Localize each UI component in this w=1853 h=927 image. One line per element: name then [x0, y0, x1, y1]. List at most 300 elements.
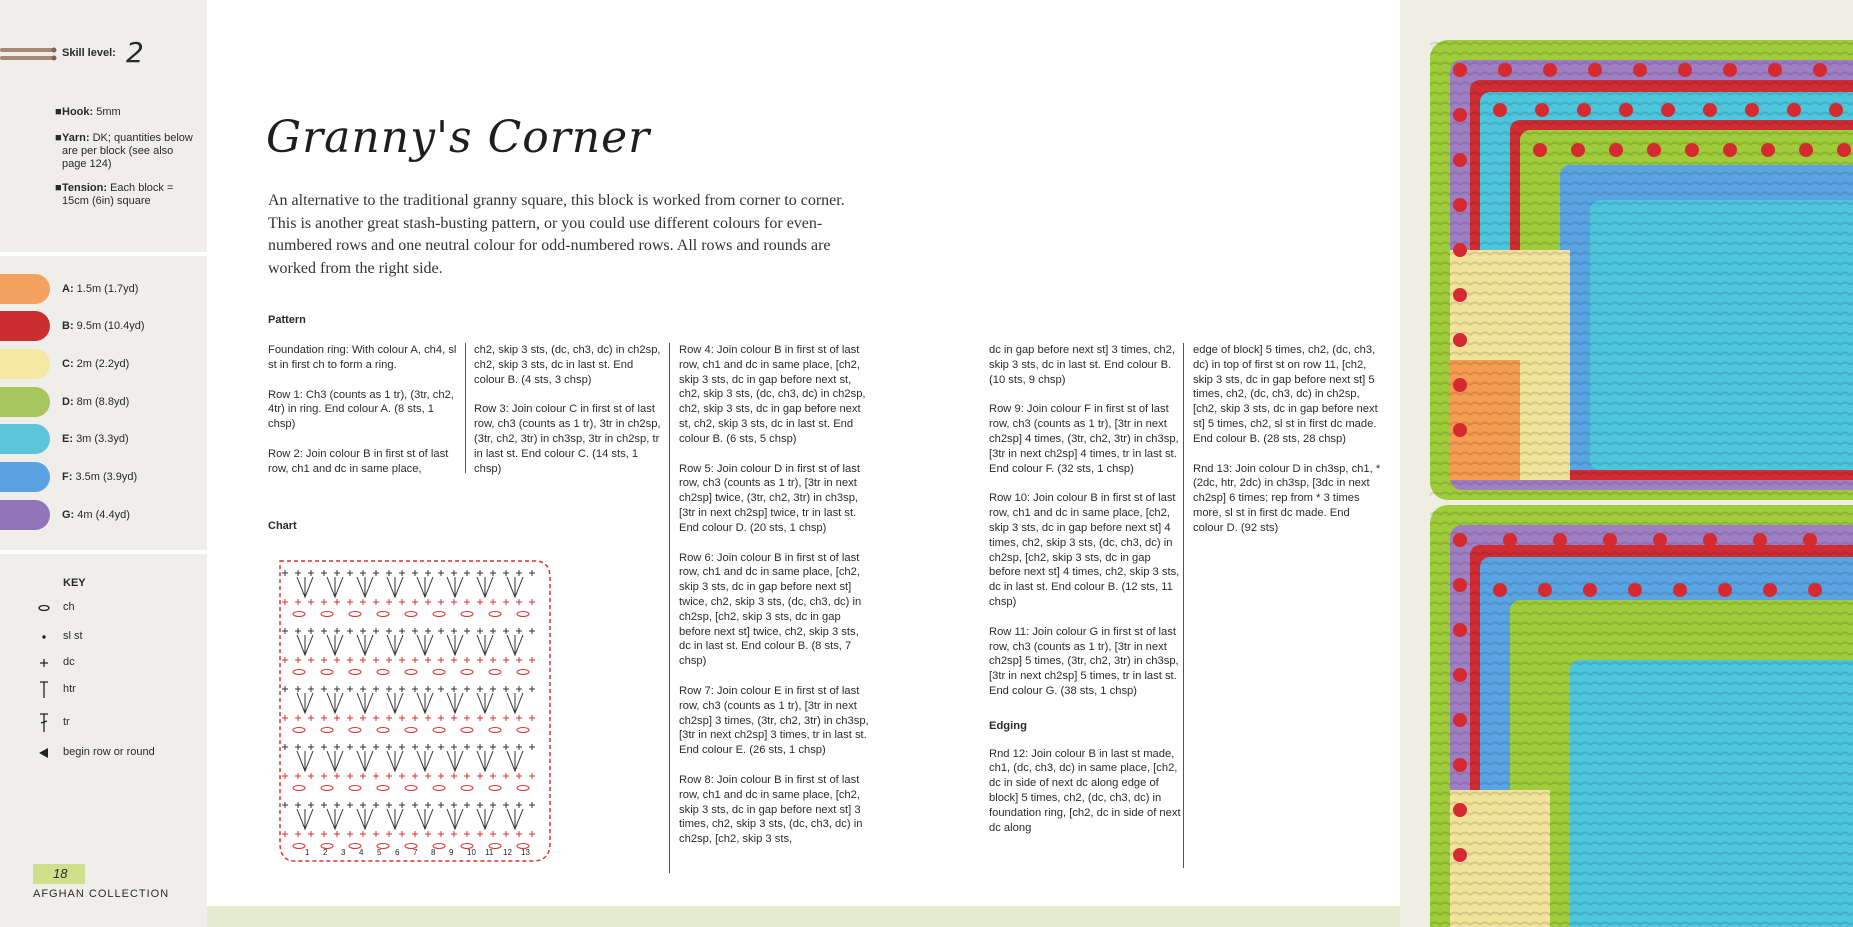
begin-arrow-icon	[35, 743, 55, 763]
dc-stitch	[347, 744, 353, 750]
dc-stitch	[386, 599, 392, 605]
dc-stitch	[503, 686, 509, 692]
red-join-dot	[1453, 378, 1467, 392]
red-join-dot	[1703, 103, 1717, 117]
chart-row-label: 6	[395, 848, 400, 857]
dc-stitch	[373, 831, 379, 837]
dc-stitch	[373, 686, 379, 692]
dc-stitch	[412, 802, 418, 808]
dc-stitch	[503, 831, 509, 837]
tr-stitch	[357, 751, 373, 771]
red-join-dot	[1453, 108, 1467, 122]
red-join-dot	[1453, 198, 1467, 212]
ch-stitch	[405, 612, 417, 617]
chart-row-label: 13	[521, 848, 530, 857]
ch-stitch	[433, 786, 445, 791]
red-join-dot	[1678, 63, 1692, 77]
dc-stitch	[282, 657, 288, 663]
dc-stitch	[321, 686, 327, 692]
dc-stitch	[295, 831, 301, 837]
yarn-e: E: 3m (3.3yd)	[0, 424, 207, 454]
chart-row-label: 10	[467, 848, 476, 857]
dc-stitch	[334, 802, 340, 808]
instruction: Row 5: Join colour D in first st of last row, ch3 (counts as 1 tr), [3tr in next ch2sp] twice, (3tr, ch2, 3tr) in ch3sp, [3tr in next ch2sp] twice, tr in last st. End colour D. (20 sts, 1 chsp)	[679, 462, 860, 534]
tr-stitch	[327, 635, 343, 655]
dc-stitch	[490, 773, 496, 779]
ch-stitch	[489, 786, 501, 791]
dc-stitch	[334, 599, 340, 605]
red-join-dot	[1453, 578, 1467, 592]
dc-stitch	[295, 802, 301, 808]
collection-name: AFGHAN COLLECTION	[33, 888, 170, 900]
dc-stitch	[360, 599, 366, 605]
dc-stitch	[425, 744, 431, 750]
page-number: 18	[33, 864, 85, 884]
ch-stitch	[377, 786, 389, 791]
dc-stitch	[308, 831, 314, 837]
tr-stitch	[357, 577, 373, 597]
tr-stitch	[417, 809, 433, 829]
dc-stitch	[438, 599, 444, 605]
dc-stitch	[464, 831, 470, 837]
dc-stitch	[503, 570, 509, 576]
dc-stitch	[360, 802, 366, 808]
dc-stitch	[451, 686, 457, 692]
pattern-column-4	[989, 343, 1181, 850]
dc-stitch	[282, 744, 288, 750]
dc-stitch	[425, 773, 431, 779]
dc-stitch	[451, 715, 457, 721]
dc-stitch	[438, 715, 444, 721]
dc-stitch	[477, 570, 483, 576]
red-join-dot	[1609, 143, 1623, 157]
instruction: Row 10: Join colour B in first st of last row, ch1 and dc in same place, [ch2, skip 3 sts, dc in gap before next st] 4 times, ch2, skip 3 sts, (dc, ch3, dc) in ch2sp, [ch2, skip 3 sts, dc in gap before next st] 4 times, ch2, skip 3 sts, dc in last st. End colour B. (12 sts, 11 chsp)	[989, 492, 1180, 608]
key-row-dc: dc	[0, 653, 207, 673]
dc-stitch	[399, 570, 405, 576]
dc-stitch	[451, 802, 457, 808]
dc-stitch	[386, 831, 392, 837]
tr-stitch	[387, 577, 403, 597]
tr-stitch	[507, 751, 523, 771]
red-join-dot	[1533, 143, 1547, 157]
dc-stitch	[477, 773, 483, 779]
ch-stitch	[321, 728, 333, 733]
dc-stitch	[399, 686, 405, 692]
red-join-dot	[1493, 583, 1507, 597]
dc-stitch	[334, 570, 340, 576]
dc-stitch	[516, 686, 522, 692]
dc-stitch	[321, 831, 327, 837]
intro-paragraph: An alternative to the traditional granny square, this block is worked from corner to corner. This is another great stash-busting pattern, or you could use different colours for even-numbered rows and one neutral colour for odd-numbered rows. All rows and rounds are worked from the right side.	[268, 192, 845, 277]
dc-stitch	[425, 657, 431, 663]
ch-stitch	[321, 670, 333, 675]
red-join-dot	[1571, 143, 1585, 157]
dc-stitch	[360, 628, 366, 634]
dc-stitch	[516, 657, 522, 663]
ch-stitch	[349, 786, 361, 791]
tr-stitch	[447, 577, 463, 597]
dc-stitch	[347, 715, 353, 721]
yarn-a: A: 1.5m (1.7yd)	[0, 274, 207, 304]
dc-stitch	[373, 744, 379, 750]
skill-level-label: Skill level:	[62, 47, 116, 59]
dc-stitch	[308, 599, 314, 605]
dc-stitch	[386, 628, 392, 634]
dc-stitch	[425, 599, 431, 605]
crochet-hooks-icon	[0, 44, 58, 66]
dc-stitch	[386, 657, 392, 663]
chart-row-label: 11	[485, 848, 494, 857]
ch-stitch	[293, 670, 305, 675]
dc-stitch	[386, 570, 392, 576]
tr-stitch	[327, 693, 343, 713]
red-join-dot	[1535, 103, 1549, 117]
key-row-htr: htr	[0, 680, 207, 700]
dc-stitch	[282, 628, 288, 634]
dc-stitch	[529, 599, 535, 605]
red-join-dot	[1803, 533, 1817, 547]
ch-stitch	[349, 728, 361, 733]
dc-stitch	[451, 744, 457, 750]
dc-stitch	[412, 773, 418, 779]
dc-stitch	[360, 773, 366, 779]
column-divider	[465, 343, 466, 473]
htr-icon	[35, 680, 55, 700]
dc-stitch	[399, 599, 405, 605]
dc-stitch	[529, 773, 535, 779]
key-title: KEY	[63, 577, 86, 589]
instruction: ch2, skip 3 sts, (dc, ch3, dc) in ch2sp, ch2, skip 3 sts, dc in last st. End colour B. (4 sts, 3 chsp)	[474, 344, 661, 386]
dc-stitch	[529, 657, 535, 663]
yarn-swatch	[0, 500, 50, 530]
red-join-dot	[1543, 63, 1557, 77]
dc-stitch	[295, 599, 301, 605]
tr-stitch	[447, 693, 463, 713]
dc-stitch	[438, 744, 444, 750]
dc-stitch	[503, 715, 509, 721]
ch-stitch	[405, 786, 417, 791]
dc-stitch	[308, 686, 314, 692]
tr-stitch	[507, 577, 523, 597]
red-join-dot	[1723, 143, 1737, 157]
dc-stitch	[373, 628, 379, 634]
instruction: Row 1: Ch3 (counts as 1 tr), (3tr, ch2, 4tr) in ring. End colour A. (8 sts, 1 chsp)	[268, 388, 454, 431]
dc-stitch	[438, 657, 444, 663]
dc-stitch	[438, 570, 444, 576]
pattern-column-2	[474, 343, 664, 491]
dc-stitch	[438, 686, 444, 692]
tr-stitch	[477, 635, 493, 655]
dc-stitch	[425, 831, 431, 837]
dc-stitch	[451, 773, 457, 779]
yarn-swatch	[0, 462, 50, 492]
dc-stitch	[516, 744, 522, 750]
red-join-dot	[1553, 533, 1567, 547]
red-join-dot	[1661, 103, 1675, 117]
dc-stitch	[451, 831, 457, 837]
dc-stitch	[451, 657, 457, 663]
pattern-column-5	[1193, 343, 1383, 551]
dc-stitch	[321, 773, 327, 779]
dc-stitch	[282, 599, 288, 605]
sidebar	[0, 0, 207, 927]
bottom-band	[207, 906, 1400, 927]
edging-heading: Edging	[989, 719, 1027, 732]
tr-stitch	[387, 751, 403, 771]
tr-stitch	[417, 751, 433, 771]
dc-stitch	[399, 657, 405, 663]
tr-stitch	[447, 635, 463, 655]
red-join-dot	[1493, 103, 1507, 117]
blanket-photo	[1400, 0, 1853, 927]
dc-stitch	[373, 802, 379, 808]
ch-stitch	[349, 670, 361, 675]
dc-stitch	[399, 802, 405, 808]
spec-yarn: ■ Yarn: DK; quantities below are per block (see also page 124)	[55, 132, 193, 170]
dc-stitch	[334, 628, 340, 634]
dc-stitch	[438, 802, 444, 808]
dc-stitch	[425, 570, 431, 576]
red-join-dot	[1837, 143, 1851, 157]
dc-stitch	[308, 744, 314, 750]
ch-stitch	[517, 728, 529, 733]
dc-stitch	[386, 802, 392, 808]
ch-stitch	[517, 786, 529, 791]
dc-stitch	[295, 686, 301, 692]
yarn-swatch	[0, 274, 50, 304]
instruction: Row 6: Join colour B in first st of last row, ch1 and dc in same place, [ch2, skip 3 sts, dc in gap before next st] twice, ch2, skip 3 sts, (dc, ch3, dc) in ch2sp, [ch2, skip 3 sts, dc in gap before next st] twice, ch2, skip 3 sts, dc in last st. End colour B. (8 sts, 7 chsp)	[679, 551, 862, 668]
chart-row-label: 8	[431, 848, 436, 857]
dc-stitch	[516, 715, 522, 721]
tr-stitch	[357, 635, 373, 655]
pattern-column-1	[268, 343, 458, 492]
dc-stitch	[308, 657, 314, 663]
ch-stitch	[293, 844, 305, 849]
dc-stitch	[477, 599, 483, 605]
red-join-dot	[1745, 103, 1759, 117]
dc-stitch	[373, 599, 379, 605]
dc-stitch	[529, 744, 535, 750]
dc-stitch	[490, 802, 496, 808]
red-join-dot	[1453, 333, 1467, 347]
dc-stitch	[438, 831, 444, 837]
dc-stitch	[373, 715, 379, 721]
tr-stitch	[477, 809, 493, 829]
red-join-dot	[1588, 63, 1602, 77]
chart-row-labels	[305, 848, 530, 857]
ch-stitch	[377, 728, 389, 733]
red-join-dot	[1799, 143, 1813, 157]
tr-stitch	[297, 693, 313, 713]
dc-stitch	[373, 657, 379, 663]
red-join-dot	[1577, 103, 1591, 117]
dc-stitch	[477, 831, 483, 837]
dc-stitch	[464, 599, 470, 605]
yarn-swatch	[0, 387, 50, 417]
divider	[0, 550, 207, 554]
tr-stitch	[327, 751, 343, 771]
dc-stitch	[360, 715, 366, 721]
instruction: Row 8: Join colour B in first st of last row, ch1 and dc in same place, [ch2, skip 3 sts, dc in gap before next st] 3 times, ch2, skip 3 sts, (dc, ch3, dc) in ch2sp, [ch2, skip 3 sts,	[679, 773, 863, 846]
chart-row-label: 1	[305, 848, 310, 857]
yarn-b: B: 9.5m (10.4yd)	[0, 311, 207, 341]
ch-stitch	[293, 612, 305, 617]
tr-stitch	[357, 693, 373, 713]
dc-stitch	[321, 657, 327, 663]
red-join-dot	[1763, 583, 1777, 597]
ch-icon	[35, 598, 55, 618]
ch-stitch	[433, 670, 445, 675]
red-join-dot	[1703, 533, 1717, 547]
column-divider	[1183, 343, 1184, 868]
red-join-dot	[1628, 583, 1642, 597]
dc-stitch	[295, 628, 301, 634]
tr-stitch	[387, 809, 403, 829]
dc-stitch	[334, 657, 340, 663]
dc-stitch	[503, 744, 509, 750]
dc-stitch	[477, 802, 483, 808]
dc-stitch	[425, 802, 431, 808]
dc-stitch	[477, 628, 483, 634]
dc-stitch	[477, 744, 483, 750]
dc-stitch	[347, 599, 353, 605]
tr-stitch	[507, 809, 523, 829]
yarn-c: C: 2m (2.2yd)	[0, 349, 207, 379]
dc-stitch	[308, 628, 314, 634]
red-join-dot	[1647, 143, 1661, 157]
dc-stitch	[295, 657, 301, 663]
crochet-blanket-image	[1400, 0, 1853, 927]
slst-icon	[35, 627, 55, 647]
dc-stitch	[321, 715, 327, 721]
dc-stitch	[308, 773, 314, 779]
tr-stitch	[327, 809, 343, 829]
tr-stitch	[507, 635, 523, 655]
dc-stitch	[321, 570, 327, 576]
divider	[0, 252, 207, 256]
red-join-dot	[1808, 583, 1822, 597]
red-join-dot	[1768, 63, 1782, 77]
instruction: Rnd 13: Join colour D in ch3sp, ch1, *(2dc, htr, 2dc) in ch3sp, [3dc in next ch2sp] 6 times; rep from * 3 times more, sl st in first dc made. End colour D. (92 sts)	[1193, 462, 1381, 534]
dc-stitch	[399, 744, 405, 750]
dc-stitch	[477, 657, 483, 663]
tr-stitch	[297, 809, 313, 829]
chart-heading: Chart	[268, 520, 297, 532]
dc-stitch	[464, 657, 470, 663]
dc-stitch	[308, 802, 314, 808]
dc-stitch	[282, 715, 288, 721]
ch-stitch	[489, 728, 501, 733]
ch-stitch	[293, 786, 305, 791]
dc-stitch	[503, 599, 509, 605]
tr-stitch	[357, 809, 373, 829]
dc-stitch	[412, 599, 418, 605]
instruction: edge of block] 5 times, ch2, (dc, ch3, dc) in top of first st on row 11, [ch2, skip 3 sts, dc in gap before next st] 5 times, ch2, (dc, ch3, dc) in ch2sp, [ch2, skip 3 sts, dc in gap before next st] 5 times, ch2, sl st in first dc made. End colour B. (28 sts, 28 chsp)	[1193, 344, 1378, 445]
dc-stitch	[529, 831, 535, 837]
dc-stitch	[386, 773, 392, 779]
tr-stitch	[477, 693, 493, 713]
tr-stitch	[297, 751, 313, 771]
dc-stitch	[334, 831, 340, 837]
red-join-dot	[1453, 243, 1467, 257]
ch-stitch	[321, 612, 333, 617]
red-join-dot	[1723, 63, 1737, 77]
dc-stitch	[347, 628, 353, 634]
dc-stitch	[490, 715, 496, 721]
spec-tension: ■ Tension: Each block = 15cm (6in) square	[55, 182, 174, 207]
yarn-f: F: 3.5m (3.9yd)	[0, 462, 207, 492]
red-join-dot	[1453, 288, 1467, 302]
dc-stitch	[360, 831, 366, 837]
chart-row-label: 7	[413, 848, 418, 857]
red-join-dot	[1761, 143, 1775, 157]
dc-stitch	[334, 744, 340, 750]
instruction: dc in gap before next st] 3 times, ch2, skip 3 sts, dc in last st. End colour B. (10 sts, 9 chsp)	[989, 344, 1175, 386]
chart-row-label: 5	[377, 848, 382, 857]
dc-stitch	[373, 773, 379, 779]
red-join-dot	[1619, 103, 1633, 117]
dc-stitch	[347, 657, 353, 663]
dc-stitch	[347, 773, 353, 779]
dc-stitch	[503, 802, 509, 808]
dc-stitch	[490, 744, 496, 750]
key-row-tr: tr	[0, 713, 207, 733]
dc-stitch	[412, 715, 418, 721]
dc-stitch	[386, 686, 392, 692]
dc-stitch	[529, 628, 535, 634]
key-row-ch: ch	[0, 598, 207, 618]
red-join-dot	[1453, 423, 1467, 437]
instruction: Rnd 12: Join colour B in last st made, ch1, (dc, ch3, dc) in same place, [ch2, dc in side of next dc along edge of block] 5 times, ch2, (dc, ch3, dc) in foundation ring, [ch2, dc in side of next dc along	[989, 747, 1181, 834]
yarn-swatch	[0, 424, 50, 454]
key-row-slst: sl st	[0, 627, 207, 647]
dc-stitch	[360, 657, 366, 663]
tr-stitch	[297, 577, 313, 597]
dc-stitch	[529, 686, 535, 692]
key-row-begin: begin row or round	[0, 743, 207, 763]
tr-stitch	[387, 693, 403, 713]
dc-stitch	[295, 570, 301, 576]
ch-stitch	[405, 670, 417, 675]
yarn-d: D: 8m (8.8yd)	[0, 387, 207, 417]
dc-stitch	[282, 686, 288, 692]
dc-stitch	[477, 715, 483, 721]
dc-stitch	[347, 686, 353, 692]
dc-stitch	[321, 628, 327, 634]
dc-stitch	[347, 802, 353, 808]
dc-stitch	[490, 628, 496, 634]
dc-stitch	[360, 686, 366, 692]
dc-stitch	[516, 773, 522, 779]
chart-row-label: 2	[323, 848, 328, 857]
dc-stitch	[438, 773, 444, 779]
tr-stitch	[417, 577, 433, 597]
dc-stitch	[425, 715, 431, 721]
dc-stitch	[282, 773, 288, 779]
dc-stitch	[399, 715, 405, 721]
dc-stitch	[503, 657, 509, 663]
tr-stitch	[507, 693, 523, 713]
instruction: Row 3: Join colour C in first st of last row, ch3 (counts as 1 tr), 3tr in ch2sp, (3tr, ch2, 3tr) in ch3sp, 3tr in ch2sp, tr in last st. End colour C. (14 sts, 1 chsp)	[474, 403, 661, 475]
red-join-dot	[1653, 533, 1667, 547]
dc-stitch	[308, 715, 314, 721]
tr-stitch	[447, 809, 463, 829]
ch-stitch	[321, 786, 333, 791]
dc-stitch	[464, 686, 470, 692]
red-join-dot	[1498, 63, 1512, 77]
dc-stitch	[490, 657, 496, 663]
dc-stitch	[399, 773, 405, 779]
